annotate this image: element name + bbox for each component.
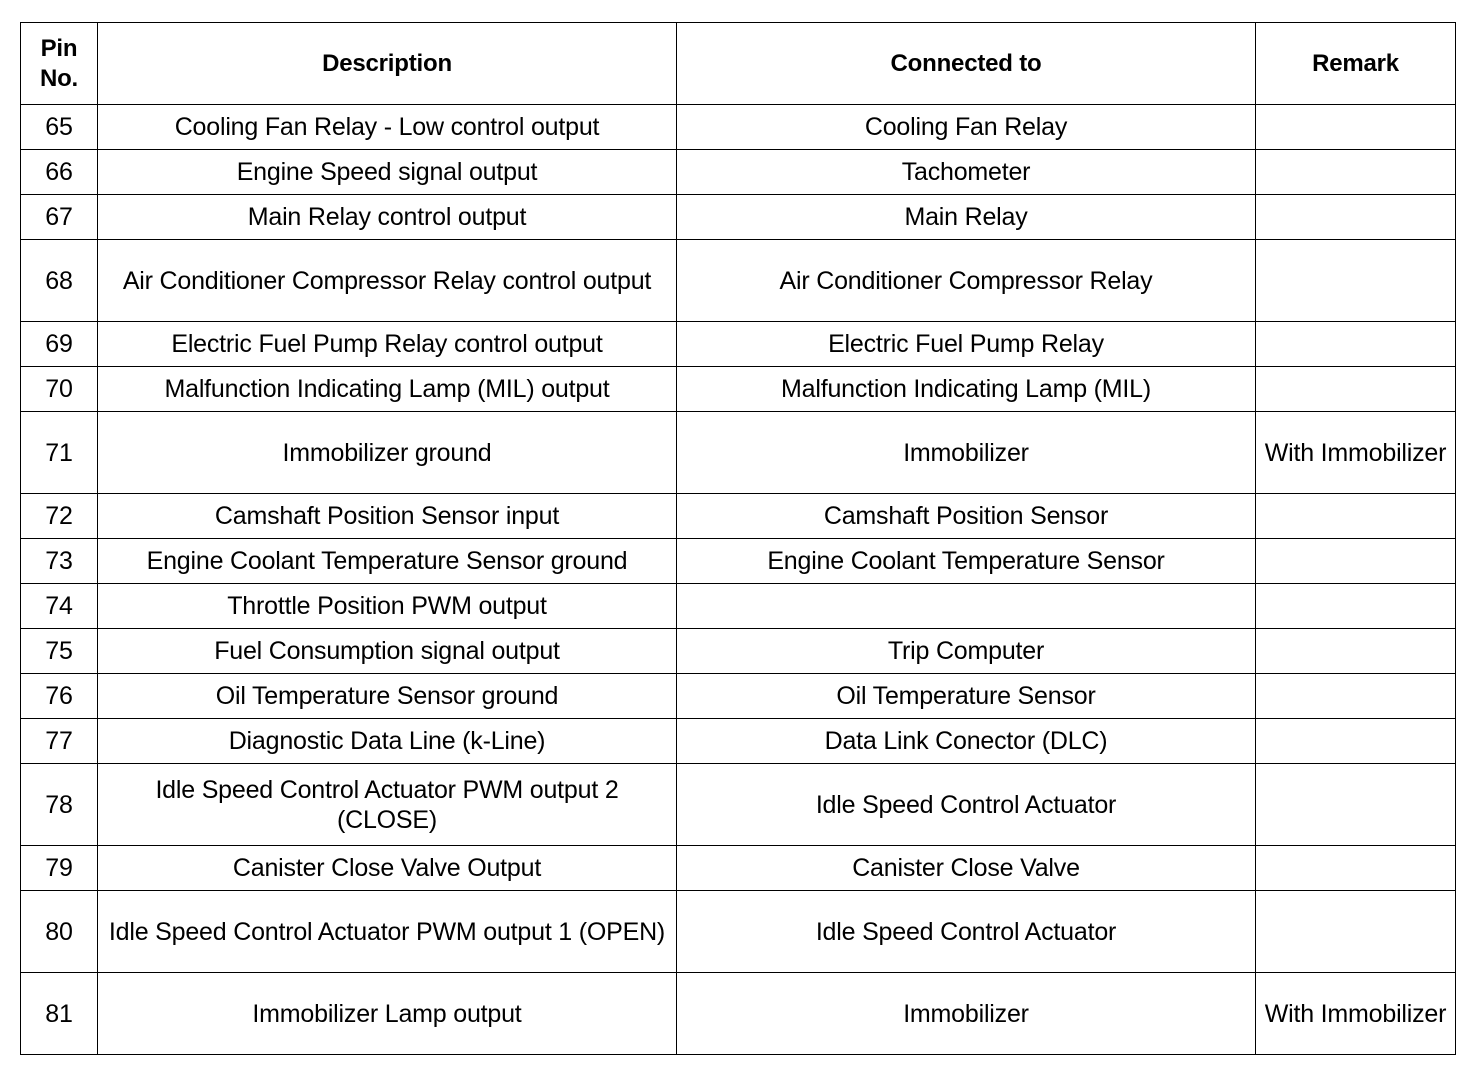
pin-cell: 74 xyxy=(21,584,98,629)
description-cell: Idle Speed Control Actuator PWM output 2 (CLOSE) xyxy=(98,764,677,846)
description-cell: Fuel Consumption signal output xyxy=(98,629,677,674)
description-cell: Diagnostic Data Line (k-Line) xyxy=(98,719,677,764)
description-cell: Camshaft Position Sensor input xyxy=(98,494,677,539)
pin-cell: 70 xyxy=(21,367,98,412)
remark-cell xyxy=(1256,891,1456,973)
description-cell: Throttle Position PWM output xyxy=(98,584,677,629)
remark-cell xyxy=(1256,240,1456,322)
description-cell: Malfunction Indicating Lamp (MIL) output xyxy=(98,367,677,412)
connected-to-cell: Malfunction Indicating Lamp (MIL) xyxy=(677,367,1256,412)
pin-cell: 65 xyxy=(21,105,98,150)
pin-cell: 79 xyxy=(21,846,98,891)
remark-cell xyxy=(1256,494,1456,539)
table-row xyxy=(21,846,1456,891)
remark-cell xyxy=(1256,539,1456,584)
description-cell: Cooling Fan Relay - Low control output xyxy=(98,105,677,150)
header-pin-no: Pin No. xyxy=(21,23,98,105)
table-row xyxy=(21,367,1456,412)
connected-to-cell: Camshaft Position Sensor xyxy=(677,494,1256,539)
pin-cell: 68 xyxy=(21,240,98,322)
table-row xyxy=(21,105,1456,150)
remark-cell xyxy=(1256,367,1456,412)
description-cell: Engine Speed signal output xyxy=(98,150,677,195)
connected-to-cell: Idle Speed Control Actuator xyxy=(677,764,1256,846)
pin-cell: 76 xyxy=(21,674,98,719)
remark-cell xyxy=(1256,674,1456,719)
pin-cell: 69 xyxy=(21,322,98,367)
description-cell: Idle Speed Control Actuator PWM output 1 (OPEN) xyxy=(98,891,677,973)
connected-to-cell: Data Link Conector (DLC) xyxy=(677,719,1256,764)
remark-cell xyxy=(1256,846,1456,891)
remark-cell xyxy=(1256,195,1456,240)
connected-to-cell: Trip Computer xyxy=(677,629,1256,674)
description-cell: Engine Coolant Temperature Sensor ground xyxy=(98,539,677,584)
connected-to-cell: Tachometer xyxy=(677,150,1256,195)
table-row xyxy=(21,891,1456,973)
remark-cell xyxy=(1256,105,1456,150)
description-cell: Canister Close Valve Output xyxy=(98,846,677,891)
pin-cell: 67 xyxy=(21,195,98,240)
remark-cell xyxy=(1256,719,1456,764)
header-remark: Remark xyxy=(1256,23,1456,105)
table-row xyxy=(21,674,1456,719)
pin-cell: 81 xyxy=(21,973,98,1055)
table-row xyxy=(21,584,1456,629)
description-cell: Immobilizer Lamp output xyxy=(98,973,677,1055)
remark-cell xyxy=(1256,150,1456,195)
description-cell: Main Relay control output xyxy=(98,195,677,240)
pin-table xyxy=(20,22,1456,1055)
table-row xyxy=(21,412,1456,494)
pin-cell: 73 xyxy=(21,539,98,584)
description-cell: Air Conditioner Compressor Relay control output xyxy=(98,240,677,322)
table-row xyxy=(21,322,1456,367)
connected-to-cell: Cooling Fan Relay xyxy=(677,105,1256,150)
remark-cell xyxy=(1256,629,1456,674)
connected-to-cell: Idle Speed Control Actuator xyxy=(677,891,1256,973)
connected-to-cell: Oil Temperature Sensor xyxy=(677,674,1256,719)
table-row xyxy=(21,195,1456,240)
connected-to-cell: Engine Coolant Temperature Sensor xyxy=(677,539,1256,584)
table-row xyxy=(21,629,1456,674)
description-cell: Electric Fuel Pump Relay control output xyxy=(98,322,677,367)
table-header-row xyxy=(21,23,1456,105)
remark-cell xyxy=(1256,584,1456,629)
pin-cell: 78 xyxy=(21,764,98,846)
remark-cell xyxy=(1256,764,1456,846)
header-description: Description xyxy=(98,23,677,105)
remark-cell: With Immobilizer xyxy=(1256,412,1456,494)
table-row xyxy=(21,973,1456,1055)
remark-cell xyxy=(1256,322,1456,367)
pin-cell: 75 xyxy=(21,629,98,674)
table-row xyxy=(21,764,1456,846)
table-row xyxy=(21,494,1456,539)
connected-to-cell xyxy=(677,584,1256,629)
connected-to-cell: Canister Close Valve xyxy=(677,846,1256,891)
table-row xyxy=(21,240,1456,322)
pin-cell: 72 xyxy=(21,494,98,539)
connected-to-cell: Immobilizer xyxy=(677,412,1256,494)
description-cell: Oil Temperature Sensor ground xyxy=(98,674,677,719)
connected-to-cell: Immobilizer xyxy=(677,973,1256,1055)
pin-cell: 66 xyxy=(21,150,98,195)
pin-cell: 80 xyxy=(21,891,98,973)
table-row xyxy=(21,539,1456,584)
remark-cell: With Immobilizer xyxy=(1256,973,1456,1055)
connected-to-cell: Electric Fuel Pump Relay xyxy=(677,322,1256,367)
header-connected-to: Connected to xyxy=(677,23,1256,105)
pin-cell: 71 xyxy=(21,412,98,494)
table-row xyxy=(21,719,1456,764)
connected-to-cell: Air Conditioner Compressor Relay xyxy=(677,240,1256,322)
pin-cell: 77 xyxy=(21,719,98,764)
table-row xyxy=(21,150,1456,195)
connected-to-cell: Main Relay xyxy=(677,195,1256,240)
description-cell: Immobilizer ground xyxy=(98,412,677,494)
